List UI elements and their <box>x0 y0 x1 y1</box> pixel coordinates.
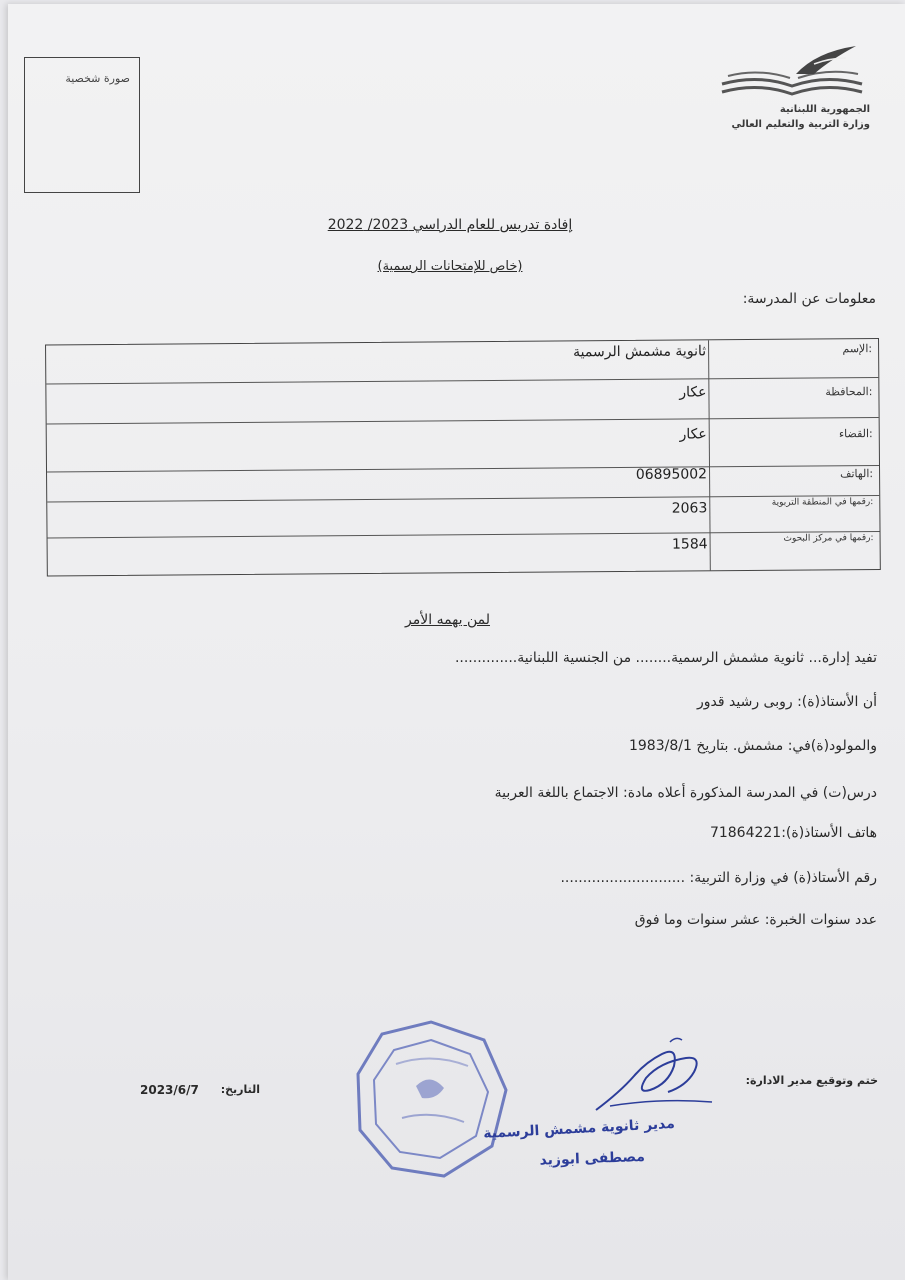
subject-line: درس(ت) في المدرسة المذكورة أعلاه مادة: الاجتماع باللغة العربية <box>494 785 877 801</box>
birth-line: والمولود(ة)في: مشمش. بتاريخ 1983/8/1 <box>628 738 877 754</box>
row-label-research-center: رقمها في مركز البحوث: <box>783 533 874 544</box>
page-subtitle: (خاص للإمتحانات الرسمية) <box>377 259 523 274</box>
table-row <box>47 417 879 473</box>
date-value: 2023/6/7 <box>140 1083 199 1097</box>
signature-label: ختم وتوقيع مدير الادارة: <box>745 1074 878 1087</box>
row-label-educational-zone: رقمها في المنطقة التربوية: <box>771 497 874 508</box>
row-value-research-center: 1584 <box>671 536 708 553</box>
row-label-district: القضاء: <box>838 427 873 441</box>
teacher-phone-line: هاتف الأستاذ(ة):71864221 <box>709 825 877 841</box>
date-label: التاريخ: <box>220 1083 260 1096</box>
stamp-text-director: مدير ثانوية مشمش الرسمية <box>482 1115 676 1142</box>
row-label-name: الإسم: <box>842 342 873 356</box>
row-label-phone: الهاتف: <box>840 467 874 481</box>
photo-label: صورة شخصية <box>65 72 130 85</box>
page-title: إفادة تدريس للعام الدراسي 2023/ 2022 <box>327 217 573 233</box>
table-row <box>48 531 880 574</box>
experience-line: عدد سنوات الخبرة: عشر سنوات وما فوق <box>634 912 877 928</box>
row-value-phone: 06895002 <box>635 466 708 483</box>
row-label-governorate: المحافظة: <box>825 385 873 399</box>
ministry-number-line: رقم الأستاذ(ة) في وزارة التربية: ............................ <box>560 870 877 886</box>
stamp-text-name: مصطفى ابوزيد <box>539 1148 646 1169</box>
row-value-name: ثانوية مشمش الرسمية <box>573 343 707 361</box>
school-info-heading: معلومات عن المدرسة: <box>742 291 876 307</box>
logo-text-ministry: وزارة التربية والتعليم العالي <box>731 119 870 130</box>
signature-icon <box>590 1032 720 1122</box>
school-info-table <box>45 338 881 577</box>
teacher-name-line: أن الأستاذ(ة): روبى رشيد قدور <box>697 694 877 710</box>
to-whom-heading: لمن يهمه الأمر <box>405 612 490 628</box>
logo-text-republic: الجمهورية اللبنانية <box>779 104 870 115</box>
school-issuer-line: تفيد إدارة... ثانوية مشمش الرسمية........ من الجنسية اللبنانية.............. <box>454 650 877 666</box>
row-value-district: عكار <box>679 426 707 443</box>
row-value-educational-zone: 2063 <box>671 500 708 517</box>
row-value-governorate: عكار <box>679 384 707 401</box>
ministry-logo-icon <box>718 44 866 104</box>
